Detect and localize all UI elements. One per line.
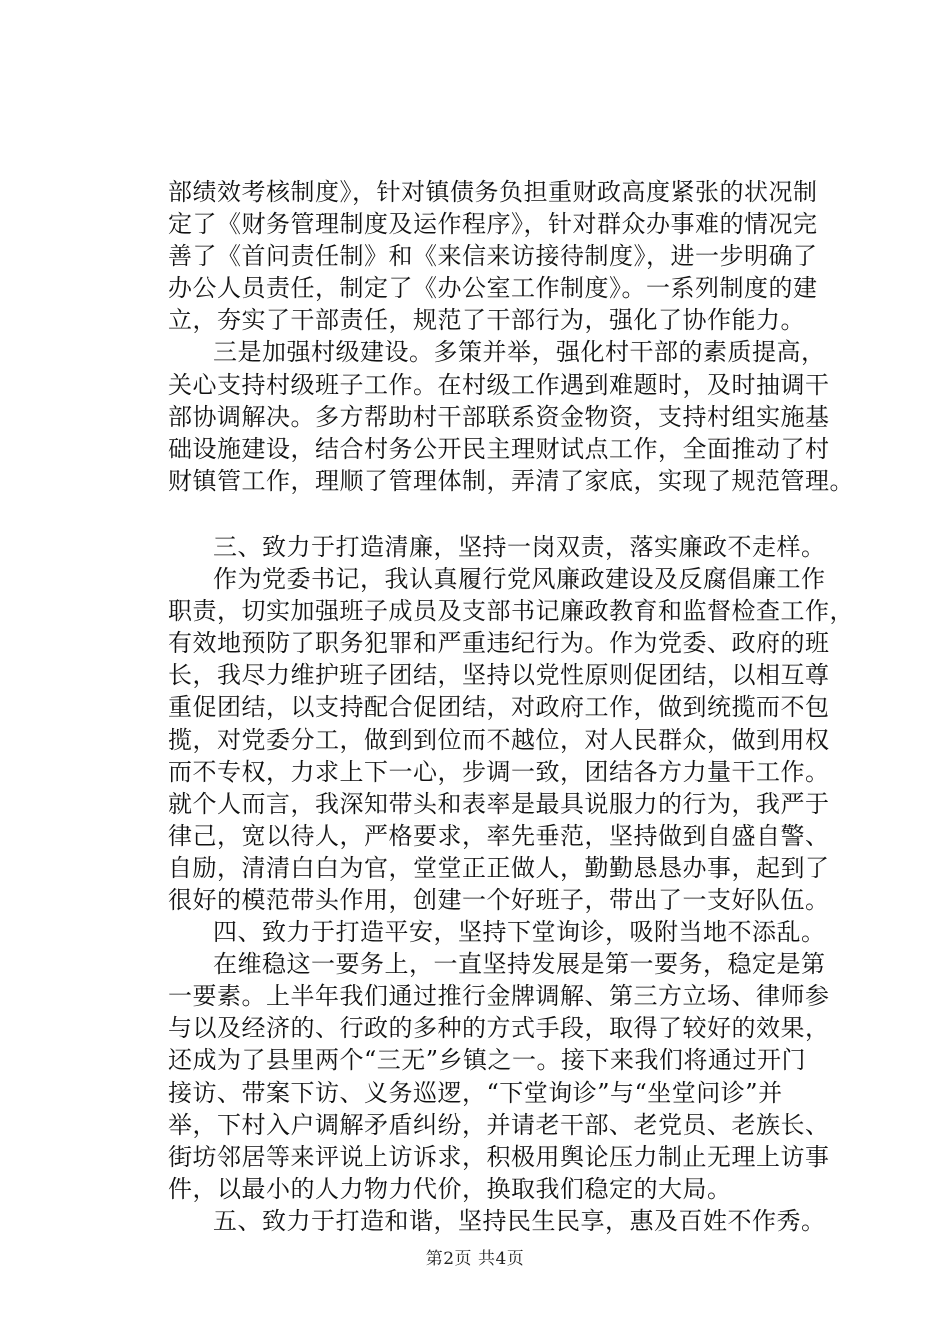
text-line: 有效地预防了职务犯罪和严重违纪行为。作为党委、政府的班: [168, 629, 830, 658]
text-line: 律己，宽以待人，严格要求，率先垂范，坚持做到自盛自警、: [168, 821, 830, 850]
text-line: 重促团结，以支持配合促团结，对政府工作，做到统揽而不包: [168, 693, 830, 722]
text-line: 件，以最小的人力物力代价，换取我们稳定的大局。: [168, 1174, 732, 1203]
text-line: 街坊邻居等来评说上访诉求，积极用舆论压力制止无理上访事: [168, 1142, 830, 1171]
text-line: 办公人员责任，制定了《办公室工作制度》。一系列制度的建: [168, 274, 818, 303]
text-line: 关心支持村级班子工作。在村级工作遇到难题时，及时抽调干: [168, 370, 830, 399]
paragraph-block-2: [168, 531, 854, 1237]
document-body: [168, 176, 854, 1237]
paragraph-start: 在维稳这一要务上，一直坚持发展是第一要务，稳定是第: [213, 950, 826, 979]
text-line: 财镇管工作，理顺了管理体制，弄清了家底，实现了规范管理。: [168, 466, 854, 495]
text-line: 自励，清清白白为官，堂堂正正做人，勤勤恳恳办事，起到了: [168, 853, 830, 882]
section-heading-3: 三、致力于打造清廉，坚持一岗双责，落实廉政不走样。: [213, 532, 826, 561]
text-line: 很好的模范带头作用，创建一个好班子，带出了一支好队伍。: [168, 885, 830, 914]
section-gap: [168, 497, 848, 531]
text-line: 与以及经济的、行政的多种的方式手段，取得了较好的效果，: [168, 1014, 830, 1043]
text-line: 础设施建设，结合村务公开民主理财试点工作，全面推动了村: [168, 434, 830, 463]
paragraph-start: 三是加强村级建设。多策并举，强化村干部的素质提高，: [213, 338, 826, 367]
text-line: 部协调解决。多方帮助村干部联系资金物资，支持村组实施基: [168, 402, 830, 431]
text-line: 还成为了县里两个“三无”乡镇之一。接下来我们将通过开门: [168, 1046, 807, 1075]
text-line: 部绩效考核制度》，针对镇债务负担重财政高度紧张的状况制: [168, 178, 818, 206]
paragraph-block-1: [168, 176, 854, 497]
text-line: 就个人而言，我深知带头和表率是最具说服力的行为，我严于: [168, 789, 830, 818]
text-line: 立，夯实了干部责任，规范了干部行为，强化了协作能力。: [168, 306, 805, 335]
text-line: 举，下村入户调解矛盾纠纷，并请老干部、老党员、老族长、: [168, 1110, 830, 1139]
text-line: 接访、带案下访、义务巡逻，“下堂询诊”与“坐堂问诊”并: [168, 1078, 783, 1107]
page-number: 第2页 共4页: [425, 1249, 525, 1269]
text-line: 长，我尽力维护班子团结，坚持以党性原则促团结，以相互尊: [168, 661, 830, 690]
paragraph-start: 作为党委书记，我认真履行党风廉政建设及反腐倡廉工作: [213, 565, 826, 594]
text-line: 职责，切实加强班子成员及支部书记廉政教育和监督检查工作，: [168, 597, 854, 626]
page-footer: [0, 1244, 950, 1269]
text-line: 定了《财务管理制度及运作程序》，针对群众办事难的情况完: [168, 210, 818, 239]
section-heading-4: 四、致力于打造平安，坚持下堂询诊，吸附当地不添乱。: [213, 918, 826, 947]
text-line: 而不专权，力求上下一心，步调一致，团结各方力量干工作。: [168, 757, 830, 786]
text-line: 一要素。上半年我们通过推行金牌调解、第三方立场、律师参: [168, 982, 830, 1011]
section-heading-5: 五、致力于打造和谐，坚持民生民享，惠及百姓不作秀。: [213, 1206, 826, 1235]
text-line: 揽，对党委分工，做到到位而不越位，对人民群众，做到用权: [168, 725, 830, 754]
text-line: 善了《首问责任制》和《来信来访接待制度》，进一步明确了: [168, 242, 818, 271]
